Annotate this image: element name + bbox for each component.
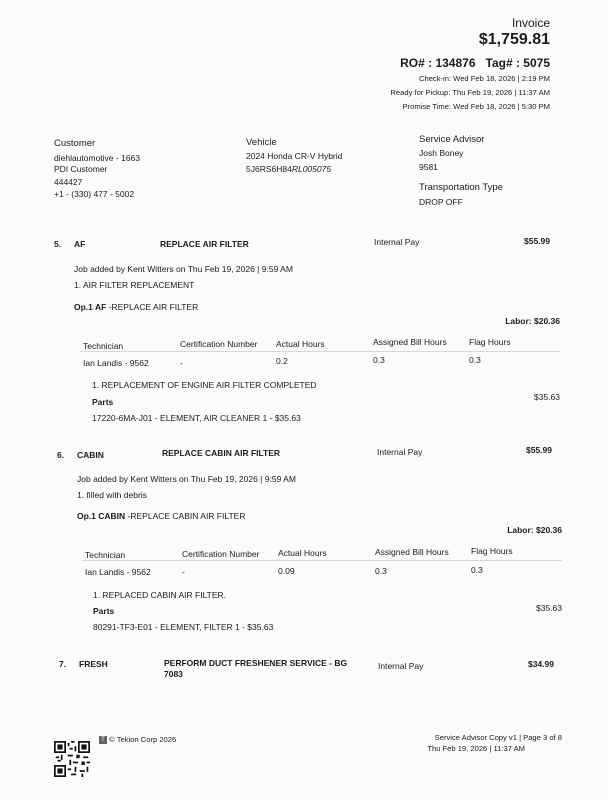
customer-type: PDI Customer — [54, 164, 108, 174]
labor-amount: Labor: $20.36 — [505, 316, 560, 326]
cell-actual-hours: 0.09 — [278, 566, 295, 576]
work-note: 1. REPLACEMENT OF ENGINE AIR FILTER COMPLETED — [92, 380, 317, 390]
job-pay-type: Internal Pay — [374, 237, 420, 247]
job-code: AF — [74, 239, 86, 249]
customer-heading: Customer — [54, 138, 96, 149]
copyright-text: © Tekion Corp 2026 — [109, 735, 177, 744]
transportation-type: DROP OFF — [419, 197, 463, 207]
col-flag-hours: Flag Hours — [469, 337, 511, 347]
col-assigned-bill-hours: Assigned Bill Hours — [373, 337, 447, 347]
cell-technician: Ian Landis - 9562 — [83, 358, 149, 368]
job-amount: $55.99 — [526, 445, 552, 455]
vin-prefix: 5J6RS6H84 — [246, 164, 292, 174]
job-number: 5. — [54, 239, 62, 249]
job-number: 6. — [57, 450, 65, 460]
operation-description: -REPLACE CABIN AIR FILTER — [125, 511, 246, 521]
document-title: Invoice — [511, 16, 550, 30]
job-pay-type: Internal Pay — [377, 447, 423, 457]
vehicle-vin — [246, 164, 331, 174]
operation-line — [74, 302, 198, 312]
parts-label: Parts — [92, 397, 114, 407]
job-note: 1. filled with debris — [77, 490, 147, 500]
table-divider — [82, 560, 562, 561]
invoice-total: $1,759.81 — [478, 31, 550, 48]
job-title: REPLACE AIR FILTER — [160, 239, 249, 249]
work-note: 1. REPLACED CABIN AIR FILTER. — [93, 590, 227, 600]
job-amount: $34.99 — [528, 659, 554, 669]
job-title: REPLACE CABIN AIR FILTER — [162, 448, 281, 458]
tekion-logo-icon: T — [99, 736, 107, 744]
cell-technician: Ian Landis - 9562 — [85, 567, 151, 577]
cell-assigned-hours: 0.3 — [373, 355, 385, 365]
parts-label: Parts — [93, 606, 115, 616]
vehicle-model: 2024 Honda CR-V Hybrid — [246, 151, 343, 161]
operation-line — [77, 511, 245, 521]
cell-flag-hours: 0.3 — [469, 355, 481, 365]
job-number: 7. — [59, 659, 67, 669]
advisor-name: Josh Boney — [419, 148, 464, 158]
job-title-line-1: PERFORM DUCT FRESHENER SERVICE - BG — [164, 658, 348, 668]
job-title-line-2: 7083 — [164, 669, 183, 679]
customer-id: 444427 — [54, 177, 83, 187]
col-certification-number: Certification Number — [182, 549, 260, 559]
vin-suffix: RL005075 — [291, 164, 332, 174]
cell-flag-hours: 0.3 — [471, 565, 483, 575]
cell-actual-hours: 0.2 — [276, 356, 288, 366]
parts-amount: $35.63 — [536, 603, 562, 613]
promise-time: Promise Time: Wed Feb 18, 2026 | 5:30 PM — [402, 102, 550, 111]
tag-number: Tag# : 5075 — [485, 56, 550, 70]
footer-brand — [99, 735, 176, 744]
cell-certification: - — [180, 358, 183, 368]
job-note: 1. AIR FILTER REPLACEMENT — [74, 280, 195, 290]
checkin-time: Check-in: Wed Feb 18, 2026 | 2:19 PM — [419, 74, 550, 83]
job-code: CABIN — [77, 450, 104, 460]
operation-code: Op.1 CABIN — [77, 511, 126, 521]
customer-phone: +1 - (330) 477 - 5002 — [54, 189, 135, 199]
cell-certification: - — [182, 567, 185, 577]
col-flag-hours: Flag Hours — [471, 546, 513, 556]
copy-info: Service Advisor Copy v1 | Page 3 of 8 — [434, 733, 562, 742]
part-line: 80291-TF3-E01 - ELEMENT, FILTER 1 - $35.63 — [93, 622, 274, 632]
advisor-id: 9581 — [419, 162, 438, 172]
job-pay-type: Internal Pay — [378, 661, 424, 671]
customer-name: diehlautomotive - 1663 — [54, 153, 141, 163]
ro-number: RO# : 134876 — [400, 56, 476, 70]
service-advisor-heading: Service Advisor — [419, 134, 485, 145]
col-actual-hours: Actual Hours — [278, 548, 327, 558]
col-technician: Technician — [83, 341, 124, 351]
operation-description: -REPLACE AIR FILTER — [106, 302, 199, 312]
vehicle-heading: Vehicle — [246, 137, 277, 148]
col-assigned-bill-hours: Assigned Bill Hours — [375, 547, 449, 557]
cell-assigned-hours: 0.3 — [375, 566, 387, 576]
job-added-by: Job added by Kent Witters on Thu Feb 19, 2026 | 9:59 AM — [77, 474, 296, 484]
part-line: 17220-6MA-J01 - ELEMENT, AIR CLEANER 1 - $35.63 — [92, 413, 301, 423]
col-actual-hours: Actual Hours — [276, 339, 325, 349]
job-added-by: Job added by Kent Witters on Thu Feb 19, 2026 | 9:59 AM — [74, 264, 293, 274]
job-amount: $55.99 — [524, 236, 550, 246]
transportation-heading: Transportation Type — [419, 182, 503, 193]
parts-amount: $35.63 — [534, 392, 560, 402]
col-technician: Technician — [85, 550, 126, 560]
ready-for-pickup-time: Ready for Pickup: Thu Feb 19, 2026 | 11:37 AM — [390, 88, 550, 97]
qr-code-icon — [54, 741, 90, 777]
job-code: FRESH — [79, 659, 108, 669]
col-certification-number: Certification Number — [180, 339, 258, 349]
operation-code: Op.1 AF — [74, 302, 107, 312]
ro-tag-line — [400, 56, 550, 70]
print-timestamp: Thu Feb 19, 2026 | 11:37 AM — [427, 744, 525, 753]
labor-amount: Labor: $20.36 — [507, 525, 562, 535]
table-divider — [80, 351, 560, 352]
